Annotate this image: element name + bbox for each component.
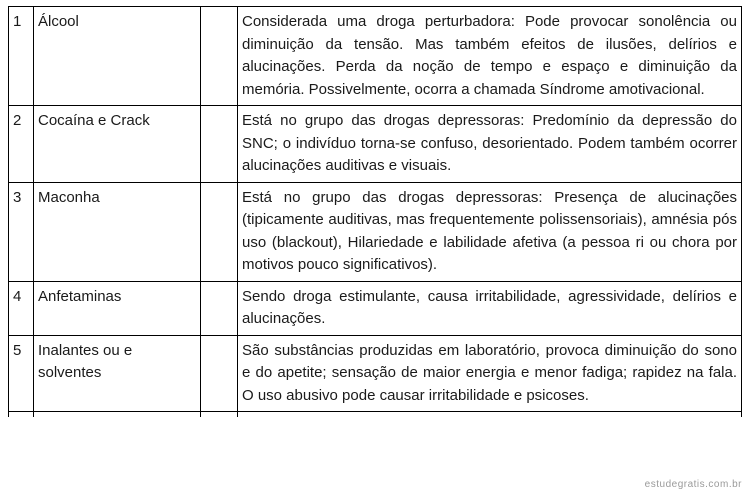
table-spacer-row xyxy=(9,412,742,418)
drug-description: Sendo droga estimulante, causa irritabilidade, agressividade, delírios e alucinações. xyxy=(238,281,742,335)
table-row xyxy=(9,106,742,183)
row-number: 5 xyxy=(9,335,34,412)
table-row xyxy=(9,335,742,412)
drug-description: Está no grupo das drogas depressoras: Predomínio da depressão do SNC; o indivíduo torna-se confuso, desorientado. Podem também ocorrer alucinações auditivas e visuais. xyxy=(238,106,742,183)
spacer-cell xyxy=(238,412,742,418)
table-row xyxy=(9,182,742,281)
site-watermark: estudegratis.com.br xyxy=(644,479,742,490)
table-row xyxy=(9,7,742,106)
empty-cell xyxy=(201,281,238,335)
drug-name: Cocaína e Crack xyxy=(34,106,201,183)
drug-name: Anfetaminas xyxy=(34,281,201,335)
drug-description: Está no grupo das drogas depressoras: Presença de alucinações (tipicamente auditivas, mas frequentemente polissensoriais), amnésia pós uso (blackout), Hilariedade e labilidade afetiva (a pessoa ri ou chora por motivos pouco significativos). xyxy=(238,182,742,281)
spacer-cell xyxy=(201,412,238,418)
drug-name: Álcool xyxy=(34,7,201,106)
row-number: 4 xyxy=(9,281,34,335)
empty-cell xyxy=(201,106,238,183)
drug-description: Considerada uma droga perturbadora: Pode provocar sonolência ou diminuição da tensão. Mas também efeitos de ilusões, delírios e alucinações. Perda da noção de tempo e espaço e diminuição da memória. Possivelmente, ocorra a chamada Síndrome amotivacional. xyxy=(238,7,742,106)
empty-cell xyxy=(201,7,238,106)
spacer-cell xyxy=(34,412,201,418)
empty-cell xyxy=(201,182,238,281)
drug-name: Inalantes ou e solventes xyxy=(34,335,201,412)
row-number: 3 xyxy=(9,182,34,281)
row-number: 1 xyxy=(9,7,34,106)
drug-effects-table xyxy=(8,6,742,417)
drug-name: Maconha xyxy=(34,182,201,281)
table-row xyxy=(9,281,742,335)
empty-cell xyxy=(201,335,238,412)
spacer-cell xyxy=(9,412,34,418)
row-number: 2 xyxy=(9,106,34,183)
drug-description: São substâncias produzidas em laboratório, provoca diminuição do sono e do apetite; sensação de maior energia e menor fadiga; rapidez na fala. O uso abusivo pode causar irritabilidade e psicoses. xyxy=(238,335,742,412)
